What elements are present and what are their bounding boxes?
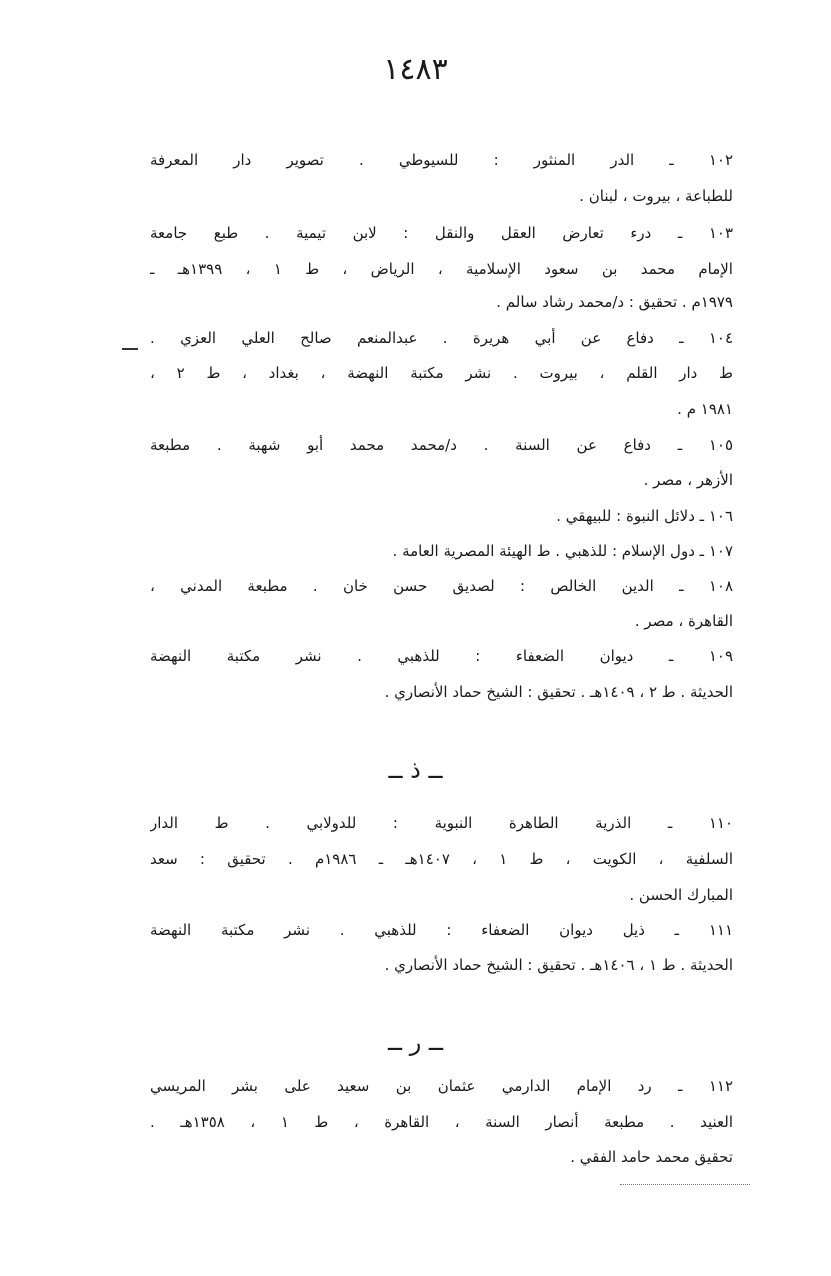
entry-103-line-1: ١٠٣ ـ درء تعارض العقل والنقل : لابن تيمية . طبع جامعة	[150, 224, 733, 242]
entry-103-line-2: الإمام محمد بن سعود الإسلامية ، الرياض ، ط ١ ، ١٣٩٩هـ ـ	[150, 260, 733, 278]
entry-112-line-1: ١١٢ ـ رد الإمام الدارمي عثمان بن سعيد على بشر المريسي	[150, 1077, 733, 1095]
entry-103-line-3: ١٩٧٩م . تحقيق : د/محمد رشاد سالم .	[496, 293, 733, 311]
footer-dotted-rule	[620, 1184, 750, 1185]
entry-112-line-2: العنيد . مطبعة أنصار السنة ، القاهرة ، ط ١ ، ١٣٥٨هـ .	[150, 1113, 733, 1131]
entry-110-line-1: ١١٠ ـ الذرية الطاهرة النبوية : للدولابي . ط الدار	[150, 814, 733, 832]
section-heading-ra: ــ ر ــ	[388, 1028, 443, 1056]
entry-102-line-1: ١٠٢ ـ الدر المنثور : للسيوطي . تصوير دار المعرفة	[150, 151, 733, 169]
entry-112-line-3: تحقيق محمد حامد الفقي .	[570, 1148, 733, 1166]
entry-105-line-2: الأزهر ، مصر .	[643, 471, 733, 489]
entry-102-line-2: للطباعة ، بيروت ، لبنان .	[579, 187, 733, 205]
margin-mark	[122, 348, 138, 350]
entry-110-line-3: المبارك الحسن .	[629, 886, 733, 904]
entry-104-line-1: ١٠٤ ـ دفاع عن أبي هريرة . عبدالمنعم صالح العلي العزي .	[150, 329, 733, 347]
entry-106-line-1: ١٠٦ ـ دلائل النبوة : للبيهقي .	[556, 507, 733, 525]
entry-104-line-2: ط دار القلم ، بيروت . نشر مكتبة النهضة ، بغداد ، ط ٢ ،	[150, 364, 733, 382]
entry-111-line-1: ١١١ ـ ذيل ديوان الضعفاء : للذهبي . نشر مكتبة النهضة	[150, 921, 733, 939]
entry-109-line-2: الحديثة . ط ٢ ، ١٤٠٩هـ . تحقيق : الشيخ حماد الأنصاري .	[384, 683, 733, 701]
entry-108-line-2: القاهرة ، مصر .	[634, 612, 733, 630]
entry-109-line-1: ١٠٩ ـ ديوان الضعفاء : للذهبي . نشر مكتبة النهضة	[150, 647, 733, 665]
entry-111-line-2: الحديثة . ط ١ ، ١٤٠٦هـ . تحقيق : الشيخ حماد الأنصاري .	[384, 956, 733, 974]
entry-108-line-1: ١٠٨ ـ الدين الخالص : لصديق حسن خان . مطبعة المدني ،	[150, 577, 733, 595]
entry-105-line-1: ١٠٥ ـ دفاع عن السنة . د/محمد محمد أبو شهبة . مطبعة	[150, 436, 733, 454]
entry-110-line-2: السلفية ، الكويت ، ط ١ ، ١٤٠٧هـ ـ ١٩٨٦م . تحقيق : سعد	[150, 850, 733, 868]
entry-107-line-1: ١٠٧ ـ دول الإسلام : للذهبي . ط الهيئة المصرية العامة .	[392, 542, 733, 560]
section-heading-dhal: ــ ذ ــ	[388, 756, 443, 784]
entry-104-line-3: ١٩٨١ م .	[677, 400, 733, 418]
page-number: ١٤٨٣	[383, 52, 448, 87]
